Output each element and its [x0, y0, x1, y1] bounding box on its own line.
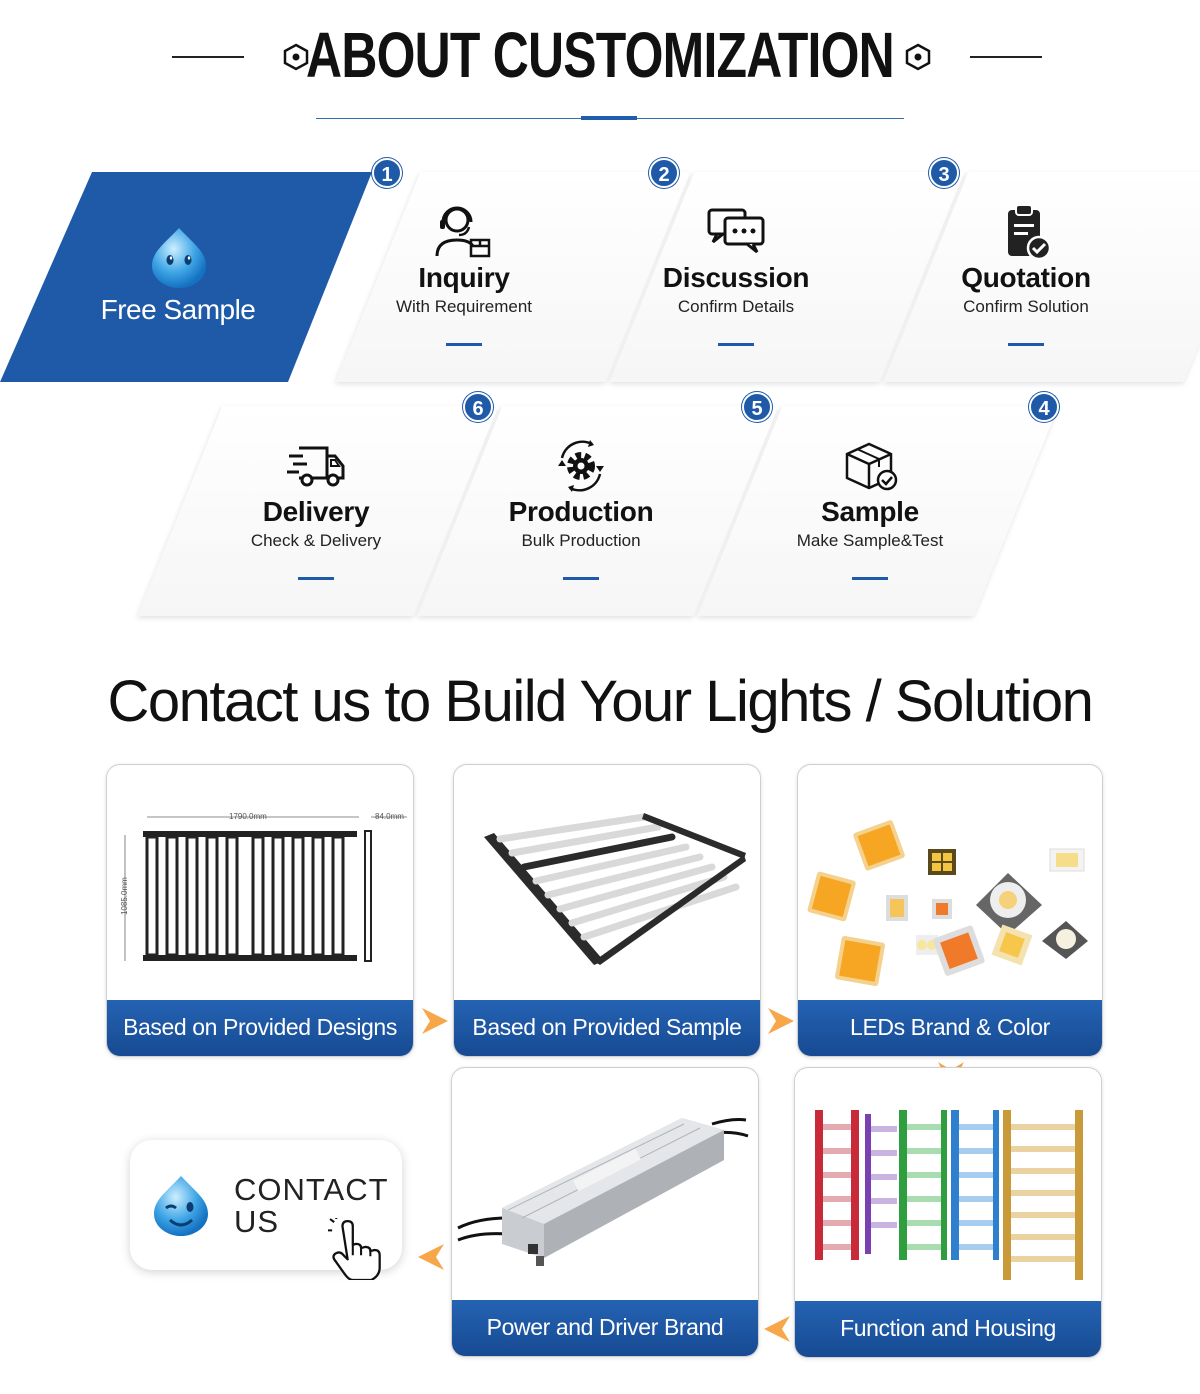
hexagon-icon: [904, 43, 932, 71]
card-function-housing[interactable]: [794, 1067, 1102, 1358]
gear-cycle-icon: [550, 436, 612, 496]
arrow-right-icon: [764, 1004, 798, 1038]
header-right-line: [970, 56, 1042, 58]
step-underline: [852, 577, 888, 580]
arrow-right-icon: [418, 1004, 452, 1038]
step-subtitle: Confirm Solution: [963, 297, 1089, 316]
card-caption: Based on Provided Sample: [454, 1000, 760, 1056]
grow-light-fixture-image: [454, 765, 761, 1002]
chat-bubbles-icon: [705, 202, 767, 262]
step-title: Quotation: [961, 262, 1091, 293]
card-caption: Function and Housing: [795, 1301, 1101, 1357]
card-provided-designs[interactable]: [106, 764, 414, 1057]
card-power-driver[interactable]: [451, 1067, 759, 1357]
step-discussion[interactable]: [616, 202, 856, 346]
step-number-badge: 6: [463, 392, 493, 422]
step-number-badge: 5: [742, 392, 772, 422]
step-delivery[interactable]: [196, 436, 436, 580]
truck-icon: [285, 436, 347, 496]
contact-us-button[interactable]: [130, 1140, 402, 1270]
hand-pointer-icon: [328, 1218, 390, 1280]
step-underline: [1008, 343, 1044, 346]
led-chips-image: [798, 765, 1103, 1002]
step-title: Sample: [821, 496, 919, 527]
free-sample-label: Free Sample: [100, 294, 256, 325]
box-check-icon: [839, 436, 901, 496]
clipboard-check-icon: [995, 202, 1057, 262]
step-subtitle: Confirm Details: [677, 297, 795, 316]
step-underline: [298, 577, 334, 580]
card-leds-brand[interactable]: [797, 764, 1103, 1057]
step-title: Production: [508, 496, 654, 527]
contact-heading: Contact us to Build Your Lights / Solution: [107, 669, 1093, 734]
dimension-label: 84.0mm: [375, 812, 404, 821]
header-divider-accent: [581, 116, 637, 120]
card-provided-sample[interactable]: [453, 764, 761, 1057]
step-quotation[interactable]: [906, 202, 1146, 346]
step-number-badge: 2: [649, 158, 679, 188]
step-number-badge: 1: [372, 158, 402, 188]
step-number-badge: 3: [929, 158, 959, 188]
arrow-left-icon: [414, 1240, 448, 1274]
step-number-badge: 4: [1029, 392, 1059, 422]
step-subtitle: Check & Delivery: [250, 531, 382, 550]
step-subtitle: With Requirement: [395, 297, 533, 316]
contact-line-1: CONTACT: [234, 1172, 389, 1207]
step-title: Inquiry: [418, 262, 510, 293]
step-production[interactable]: [461, 436, 701, 580]
step-underline: [718, 343, 754, 346]
card-caption: Power and Driver Brand: [452, 1300, 758, 1356]
mascot-icon: [144, 222, 214, 292]
step-sample[interactable]: [750, 436, 990, 580]
step-title: Discussion: [662, 262, 810, 293]
step-underline: [446, 343, 482, 346]
step-subtitle: Bulk Production: [521, 531, 641, 550]
page-title: ABOUT CUSTOMIZATION: [306, 19, 894, 91]
arrow-left-icon: [760, 1312, 794, 1346]
contact-line-2: US: [234, 1204, 280, 1239]
led-driver-image: [452, 1068, 759, 1302]
dimension-label: 1085.0mm: [120, 877, 129, 915]
dimension-label: 1790.0mm: [229, 812, 267, 821]
colored-fixtures-image: [795, 1068, 1102, 1303]
customer-service-icon: [433, 202, 495, 262]
mascot-wink-icon: [146, 1170, 216, 1240]
step-inquiry[interactable]: [344, 202, 584, 346]
technical-drawing-image: [107, 765, 414, 1002]
step-title: Delivery: [262, 496, 370, 527]
card-caption: LEDs Brand & Color: [798, 1000, 1102, 1056]
step-subtitle: Make Sample&Test: [796, 531, 944, 550]
step-underline: [563, 577, 599, 580]
card-caption: Based on Provided Designs: [107, 1000, 413, 1056]
